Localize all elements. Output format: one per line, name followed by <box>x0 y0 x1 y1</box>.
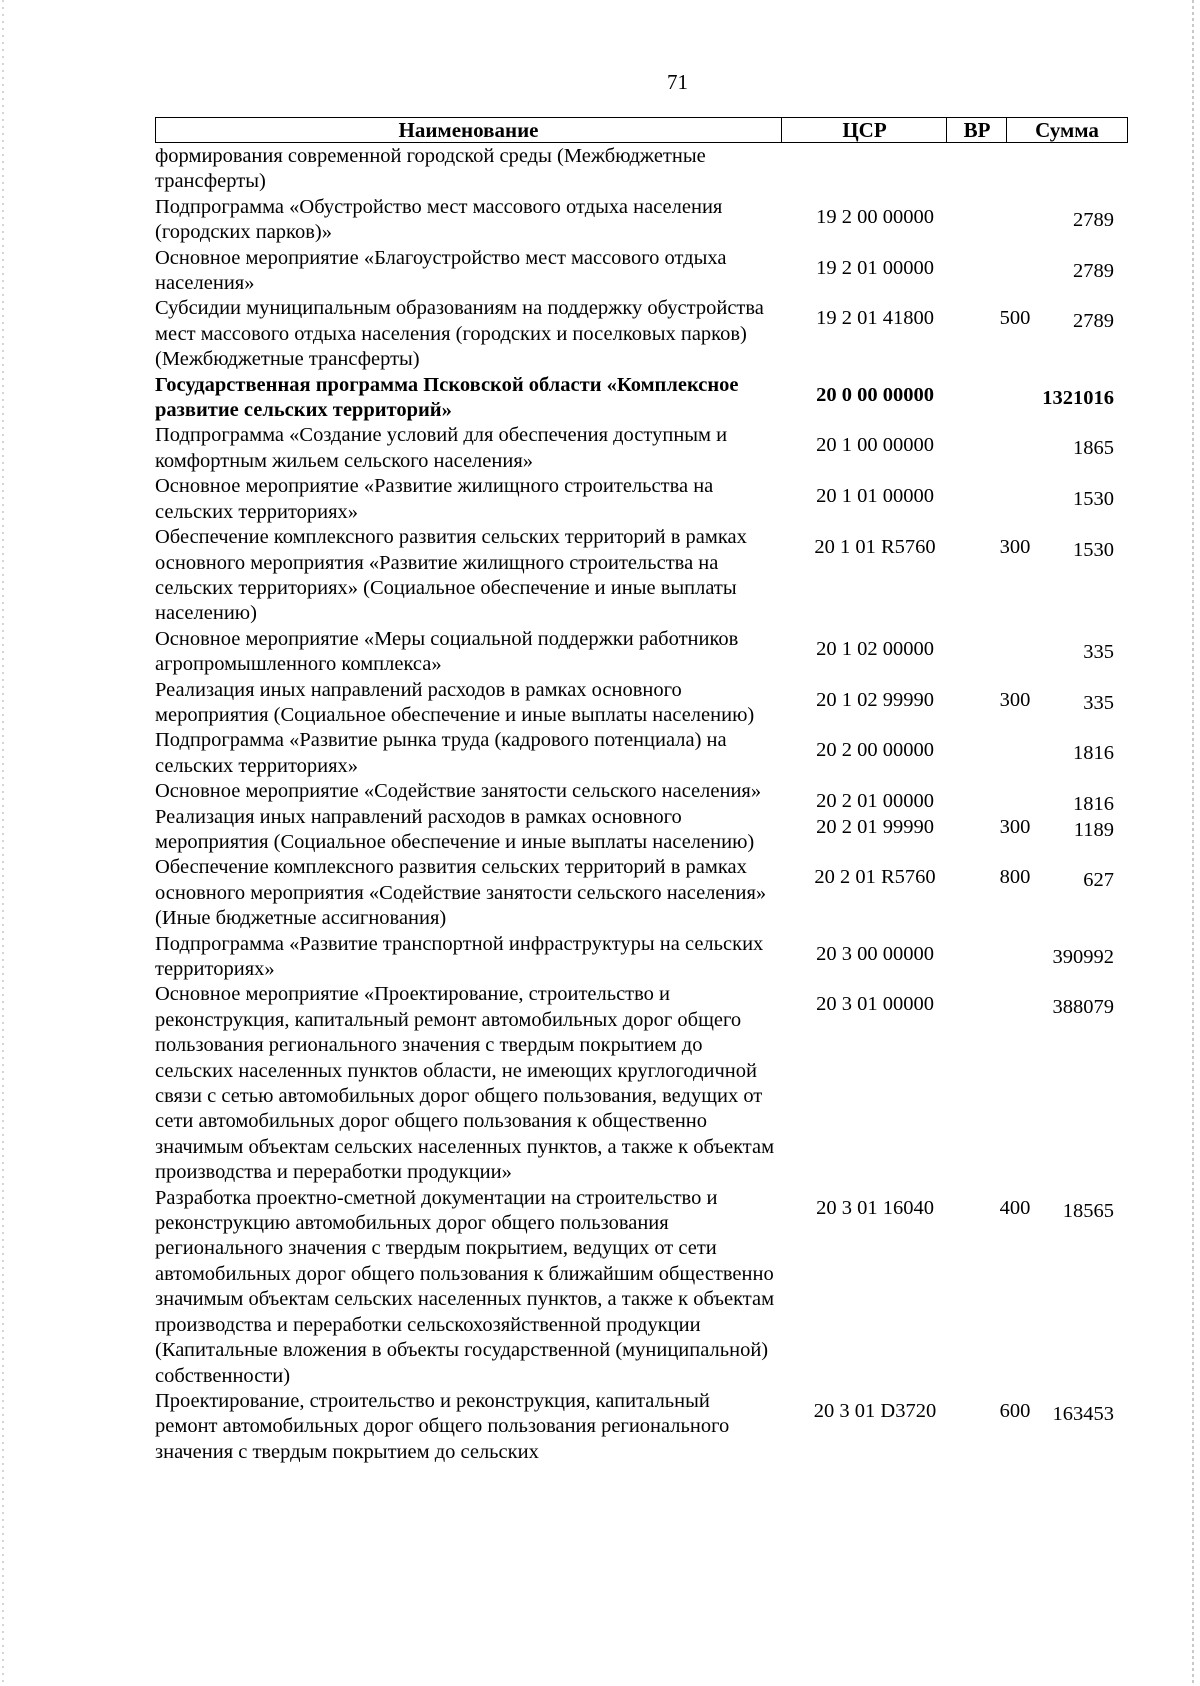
row-sum: 388079 <box>1052 996 1114 1019</box>
row-sum: 1189 <box>1073 818 1114 841</box>
table-row <box>155 525 1128 627</box>
table-row <box>155 779 1128 816</box>
row-csr: 20 1 01 00000 <box>816 485 934 508</box>
table-row <box>155 474 1128 525</box>
row-sum: 18565 <box>1062 1199 1114 1222</box>
row-name: Подпрограмма «Создание условий для обеспечения доступным и комфортным жильем сельского населения» <box>155 424 728 472</box>
row-csr: 20 2 01 00000 <box>816 790 934 813</box>
row-name: Подпрограмма «Развитие транспортной инфраструктуры на сельских территориях» <box>155 932 764 980</box>
row-csr: 20 1 00 00000 <box>816 434 934 457</box>
table-row <box>155 1186 1128 1389</box>
table-row <box>155 373 1128 424</box>
row-sum: 390992 <box>1052 945 1114 968</box>
header-vr: ВР <box>946 118 1007 142</box>
row-sum: 627 <box>1083 869 1114 892</box>
row-name: Подпрограмма «Обустройство мест массового отдыха населения (городских парков)» <box>155 195 723 244</box>
row-vr: 300 <box>999 815 1031 838</box>
row-name: Основное мероприятие «Содействие занятости сельского населения» <box>155 780 762 803</box>
row-vr: 400 <box>999 1196 1031 1219</box>
row-sum: 2789 <box>1073 208 1114 231</box>
row-csr: 19 2 01 41800 <box>816 307 934 330</box>
table-row <box>155 296 1128 372</box>
table-row <box>155 982 1128 1185</box>
row-name: формирования современной городской среды (Межбюджетные трансферты) <box>155 145 706 193</box>
row-name: Основное мероприятие «Проектирование, строительство и реконструкция, капитальный ремонт автомобильных дорог общего пользования регионального значения с твердым покрытием до сельских населенных пунктов области, не имеющих круглогодичной связи с сетью автомобильных дорог общего пользования, ведущих от сети автомобильных дорог общего пользования к общественно значимым объектам сельских населенных пунктов, а также к объектам производства и переработки продукции» <box>155 983 775 1184</box>
row-name: Обеспечение комплексного развития сельских территорий в рамках основного мероприятия «Содействие занятости сельского населения» (Иные бюджетные ассигнования) <box>155 856 767 930</box>
row-sum: 1530 <box>1073 488 1114 511</box>
table-row <box>155 195 1128 246</box>
row-csr: 20 3 01 D3720 <box>813 1399 937 1422</box>
table-row <box>155 246 1128 297</box>
row-vr: 800 <box>999 866 1031 889</box>
row-csr: 20 1 02 99990 <box>816 688 934 711</box>
row-name: Основное мероприятие «Меры социальной поддержки работников агропромышленного комплекса» <box>155 627 739 676</box>
row-csr: 20 0 00 00000 <box>816 383 934 406</box>
page-number: 71 <box>667 70 688 94</box>
row-name: Подпрограмма «Развитие рынка труда (кадрового потенциала) на сельских территориях» <box>155 729 727 777</box>
table-row <box>155 627 1128 678</box>
row-name: Основное мероприятие «Благоустройство мест массового отдыха населения» <box>155 246 727 295</box>
scan-edge-right <box>1192 0 1194 1686</box>
row-csr: 20 3 01 00000 <box>816 993 934 1016</box>
scan-edge-left <box>2 0 4 1686</box>
row-sum: 1816 <box>1073 793 1114 816</box>
row-name: Реализация иных направлений расходов в рамках основного мероприятия (Социальное обеспечение и иные выплаты населению) <box>155 678 755 726</box>
row-vr: 500 <box>999 307 1031 330</box>
row-name: Основное мероприятие «Развитие жилищного строительства на сельских территориях» <box>155 475 714 523</box>
row-vr: 300 <box>999 536 1031 559</box>
row-sum: 2789 <box>1073 259 1114 282</box>
table-row <box>155 423 1128 474</box>
row-name: Разработка проектно-сметной документации на строительство и реконструкцию автомобильных дорог общего пользования регионального значения с твердым покрытием, ведущих от сети автомобильных дорог общего пользования к ближайшим общественно значимым объектам сельских населенных пунктов, а также к объектам производства и переработки сельскохозяйственной продукции (Капитальные вложения в объекты государственной (муниципальной) собственности) <box>155 1186 775 1387</box>
row-sum: 163453 <box>1052 1402 1114 1425</box>
table-row <box>155 144 1128 195</box>
row-name: Государственная программа Псковской области «Комплексное развитие сельских территорий» <box>155 373 739 422</box>
row-name: Субсидии муниципальным образованиям на поддержку обустройства мест массового отдыха населения (городских и поселковых парков) (Межбюджетные трансферты) <box>155 297 764 371</box>
row-csr: 20 3 00 00000 <box>816 942 934 965</box>
row-sum: 2789 <box>1073 310 1114 333</box>
row-sum: 1816 <box>1073 742 1114 765</box>
header-sum: Сумма <box>1006 118 1127 142</box>
row-sum: 335 <box>1083 640 1114 663</box>
row-csr: 19 2 01 00000 <box>816 256 934 279</box>
table-row <box>155 932 1128 983</box>
row-vr: 600 <box>999 1399 1031 1422</box>
row-csr: 20 2 01 R5760 <box>814 866 936 889</box>
row-csr: 20 2 00 00000 <box>816 739 934 762</box>
row-csr: 20 1 01 R5760 <box>814 536 936 559</box>
table-row <box>155 678 1128 729</box>
row-csr: 20 2 01 99990 <box>816 815 934 838</box>
row-sum: 335 <box>1083 691 1114 714</box>
row-csr: 20 1 02 00000 <box>816 637 934 660</box>
table-row <box>155 805 1128 856</box>
table-header <box>155 117 1128 143</box>
header-name: Наименование <box>398 118 539 142</box>
budget-table <box>155 144 1128 1465</box>
table-row <box>155 1389 1128 1465</box>
table-row <box>155 728 1128 779</box>
row-csr: 20 3 01 16040 <box>816 1196 934 1219</box>
header-csr: ЦСР <box>781 118 947 142</box>
row-sum: 1530 <box>1073 539 1114 562</box>
row-vr: 300 <box>999 688 1031 711</box>
table-row <box>155 855 1128 931</box>
row-csr: 19 2 00 00000 <box>816 205 934 228</box>
row-sum: 1865 <box>1073 437 1114 460</box>
row-name: Проектирование, строительство и реконструкция, капитальный ремонт автомобильных дорог общего пользования регионального значения с твердым покрытием до сельских <box>155 1389 730 1463</box>
row-sum: 1321016 <box>1042 386 1114 409</box>
row-name: Обеспечение комплексного развития сельских территорий в рамках основного мероприятия «Развитие жилищного строительства на сельских территориях» (Социальное обеспечение и иные выплаты населению) <box>155 526 747 625</box>
row-name: Реализация иных направлений расходов в рамках основного мероприятия (Социальное обеспечение и иные выплаты населению) <box>155 805 755 853</box>
